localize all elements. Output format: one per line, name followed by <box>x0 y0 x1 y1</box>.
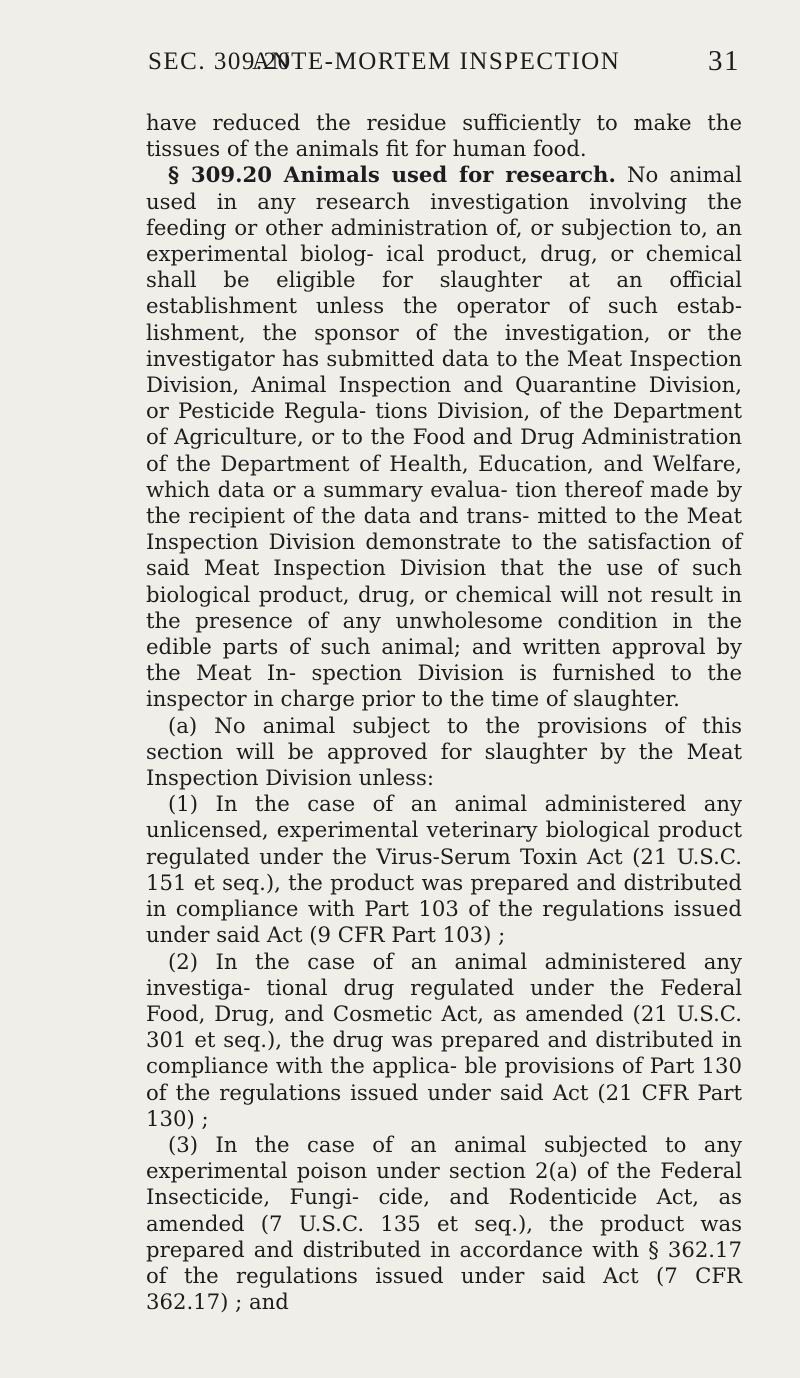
section-heading: § 309.20 Animals used for research. <box>168 162 616 188</box>
paragraph-a: (a) No animal subject to the provisions of this section will be approved for slaughter by the Meat Inspection Division unless: <box>146 712 742 791</box>
section-text: No animal used in any research investigation involving the feeding or other administration of, or subjection to, an experimental biolog- ical product, drug, or chemical shall be eligible for slaughter at an official establishment unless the operator of such estab- lishment, the sponsor of the investigation, or the investigator has submitted data to the Meat Inspection Division, Animal Inspection and Quarantine Division, or Pesticide Regula- tions Division, of the Department of Agriculture, or to the Food and Drug Administration of the Department of Health, Education, and Welfare, which data or a summary evalua- tion thereof made by the recipient of the data and trans- mitted to the Meat Inspection Division demonstrate to the satisfaction of said Meat Inspection Division that the use of such biological product, drug, or chemical will not result in the presence of any unwholesome condition in the edible parts of such animal; and written approval by the Meat In- spection Division is furnished to the inspector in charge prior to the time of slaughter. <box>146 162 742 712</box>
running-title: ANTE-MORTEM INSPECTION <box>252 48 621 75</box>
paragraph-2: (2) In the case of an animal administered any investiga- tional drug regulated under the Federal Food, Drug, and Cosmetic Act, as amended (21 U.S.C. 301 et seq.), the drug was prepared and distributed in compliance with the applica- ble provisions of Part 130 of the regulations issued under said Act (21 CFR Part 130) ; <box>146 948 742 1131</box>
paragraph-continuation: have reduced the residue sufficiently to make the tissues of the animals fit for human food. <box>146 110 742 162</box>
paragraph-1: (1) In the case of an animal administered any unlicensed, experimental veterinary biological product regulated under the Virus-Serum Toxin Act (21 U.S.C. 151 et seq.), the product was prepared and distributed in compliance with Part 103 of the regulations issued under said Act (9 CFR Part 103) ; <box>146 791 742 948</box>
page-number: 31 <box>708 45 740 77</box>
body-text <box>146 110 742 1315</box>
paragraph-3: (3) In the case of an animal subjected to any experimental poison under section 2(a) of the Federal Insecticide, Fungi- cide, and Rodenticide Act, as amended (7 U.S.C. 135 et seq.), the product was prepared and distributed in accordance with § 362.17 of the regulations issued under said Act (7 CFR 362.17) ; and <box>146 1131 742 1315</box>
running-header <box>148 45 740 82</box>
section-number: SEC. 309.20 <box>148 48 292 75</box>
section-309-20-paragraph <box>146 162 742 712</box>
